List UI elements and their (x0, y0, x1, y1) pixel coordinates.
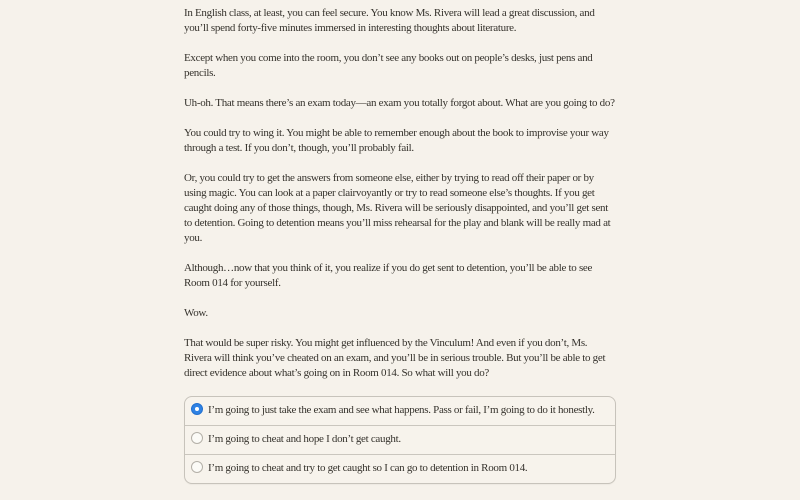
radio-button-icon[interactable] (191, 403, 203, 415)
story-paragraph: You could try to wing it. You might be able to remember enough about the book to improvise your way through a test. If you don’t, though, you’ll probably fail. (184, 127, 609, 154)
story-column (184, 0, 616, 484)
radio-button-icon[interactable] (191, 461, 203, 473)
choice-label[interactable]: I’m going to cheat and try to get caught so I can go to detention in Room 014. (208, 462, 528, 474)
radio-button-icon[interactable] (191, 432, 203, 444)
story-paragraph: Although…now that you think of it, you realize if you do get sent to detention, you’ll be able to see Room 014 for yourself. (184, 262, 593, 289)
choice-label[interactable]: I’m going to cheat and hope I don’t get caught. (208, 433, 401, 445)
story-paragraph: Or, you could try to get the answers from someone else, either by trying to read off their paper or by using magic. You can look at a paper clairvoyantly or try to read someone else’s thoughts. If you get caught doing any of those things, though, Ms. Rivera will be seriously disappointed, and you’ll get sent to detention. Going to detention means you’ll miss rehearsal for the play and blank will be really mad at you. (184, 172, 611, 244)
story-paragraph: Except when you come into the room, you don’t see any books out on people’s desks, just pens and pencils. (184, 52, 593, 79)
story-paragraph: That would be super risky. You might get influenced by the Vinculum! And even if you don’t, Ms. Rivera will think you’ve cheated on an exam, and you’ll be in serious trouble. But you’ll be able to get direct evidence about what’s going on in Room 014. So what will you do? (184, 337, 606, 379)
choice-label[interactable]: I’m going to just take the exam and see what happens. Pass or fail, I’m going to do it honestly. (208, 404, 595, 416)
choice-option-cheat-hope-not-caught[interactable] (185, 426, 615, 455)
choice-option-cheat-get-caught[interactable] (185, 455, 615, 483)
story-paragraph: Wow. (184, 307, 208, 319)
story-paragraph: Uh-oh. That means there’s an exam today—an exam you totally forgot about. What are you going to do? (184, 97, 615, 109)
story-paragraph: In English class, at least, you can feel secure. You know Ms. Rivera will lead a great discussion, and you’ll spend forty-five minutes immersed in interesting thoughts about literature. (184, 7, 595, 34)
choices-group (184, 396, 616, 484)
choice-option-take-exam-honestly[interactable] (185, 397, 615, 426)
